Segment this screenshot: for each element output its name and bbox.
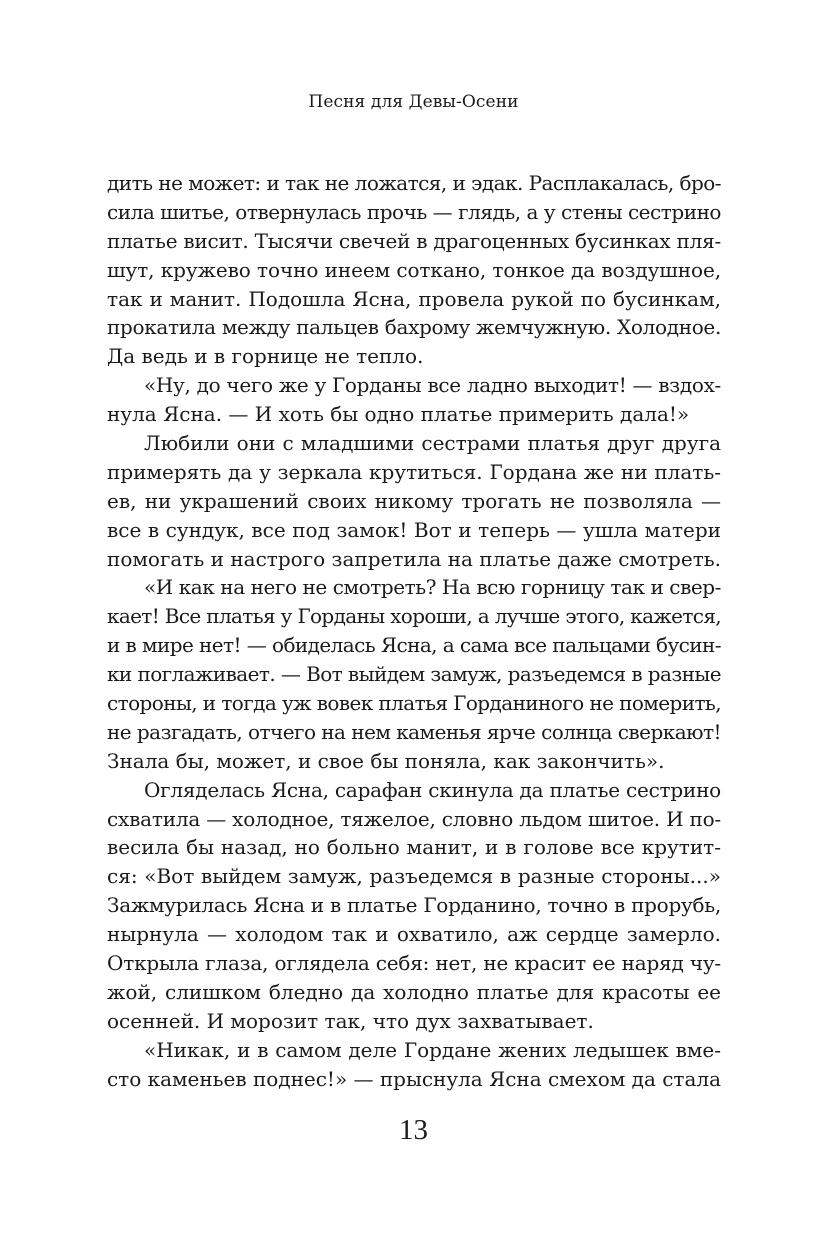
text-line: ев, ни украшений своих никому трогать не позволяла — xyxy=(107,488,721,513)
text-line: «И как на него не смотреть? На всю горницу так и свер- xyxy=(144,575,721,600)
text-line: помогать и настрого запретила на платье даже смотреть. xyxy=(107,546,721,571)
page-number: 13 xyxy=(399,1114,428,1146)
text-line: Знала бы, может, и свое бы поняла, как закончить». xyxy=(107,748,665,773)
text-line: сто каменьев поднес!» — прыснула Ясна смехом да стала xyxy=(107,1066,721,1091)
text-line: схватила — холодное, тяжелое, словно льдом шитое. И по- xyxy=(107,806,721,831)
text-line: нырнула — холодом так и охватило, аж сердце замерло. xyxy=(107,922,721,947)
text-line: так и манит. Подошла Ясна, провела рукой по бусинкам, xyxy=(107,286,721,311)
text-line: шут, кружево точно инеем соткано, тонкое да воздушное, xyxy=(107,257,722,282)
text-line: стороны, и тогда уж вовек платья Горданиного не померить, xyxy=(107,691,721,716)
text-line: ся: «Вот выйдем замуж, разъедемся в разные стороны...» xyxy=(107,864,721,889)
text-line: дить не может: и так не ложатся, и эдак. Расплакалась, бро- xyxy=(107,171,721,195)
text-line: весила бы назад, но больно манит, и в голове все крутит- xyxy=(107,835,721,860)
text-line: платье висит. Тысячи свечей в драгоценных бусинках пля- xyxy=(107,228,722,253)
text-line: не разгадать, отчего на нем каменья ярче солнца сверкают! xyxy=(107,719,721,744)
running-head: Песня для Девы-Осени xyxy=(308,92,519,112)
text-line: кает! Все платья у Горданы хороши, а лучше этого, кажется, xyxy=(107,604,721,629)
text-line: сила шитье, отвернулась прочь — глядь, а у стены сестрино xyxy=(107,199,721,224)
text-line: Открыла глаза, оглядела себя: нет, не красит ее наряд чу- xyxy=(107,951,721,976)
text-line: примерять да у зеркала крутиться. Гордана же ни плать- xyxy=(107,459,721,484)
text-line: Да ведь и в горнице не тепло. xyxy=(107,344,424,369)
text-line: нула Ясна. — И хоть бы одно платье примерить дала!» xyxy=(107,402,690,427)
text-line: все в сундук, все под замок! Вот и теперь — ушла матери xyxy=(107,517,721,542)
text-line: ки поглаживает. — Вот выйдем замуж, разъедемся в разные xyxy=(107,662,721,687)
text-line: «Никак, и в самом деле Гордане жених ледышек вме- xyxy=(144,1037,721,1062)
text-line: «Ну, до чего же у Горданы все ладно выходит! — вздох- xyxy=(144,373,721,398)
text-line: осенней. И морозит так, что дух захватывает. xyxy=(107,1008,594,1033)
text-line: жой, слишком бледно да холодно платье для красоты ее xyxy=(107,979,721,1004)
text-line: и в мире нет! — обиделась Ясна, а сама все пальцами бусин- xyxy=(107,633,721,658)
body-text xyxy=(107,169,721,1094)
text-line: Любили они с младшими сестрами платья друг друга xyxy=(144,431,721,456)
text-line: прокатила между пальцев бахрому жемчужную. Холодное. xyxy=(107,315,721,340)
text-line: Зажмурилась Ясна и в платье Горданино, точно в прорубь, xyxy=(107,893,721,918)
text-line: Огляделась Ясна, сарафан скинула да платье сестрино xyxy=(144,777,721,802)
